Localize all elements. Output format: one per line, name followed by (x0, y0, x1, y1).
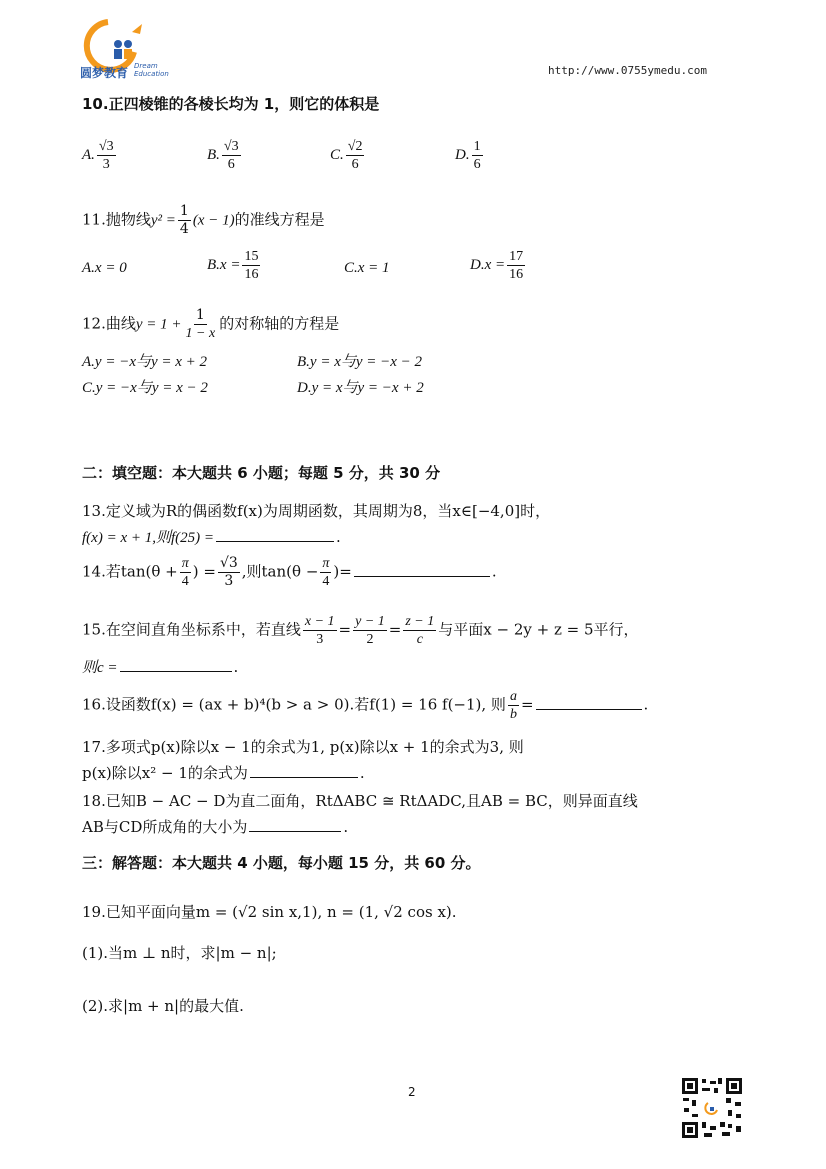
q10-option-d: D. $\frac{1}{6}$ (455, 139, 481, 172)
q11-option-b: B.x = $\frac{15}{16}$ (207, 249, 259, 282)
q11-option-a: A.x = 0 (82, 260, 127, 276)
logo-en-1: Dream (134, 62, 158, 70)
q12-option-d: D.y = x与y = −x + 2 (297, 380, 424, 396)
q10-option-b: B. $\frac{√3}{6}$ (207, 139, 239, 172)
q14: 14.若tan(θ + $\frac{\pi}{4}$ ) = $\frac{√3}{3}$ ,则tan(θ − $\frac{\pi}{4}$ )= . (82, 555, 497, 589)
q15-line2: 则c = . (82, 658, 239, 676)
qr-code (680, 1076, 744, 1140)
q13-answer-blank[interactable] (216, 527, 334, 542)
q10-option-c: C. $\frac{√2}{6}$ (330, 139, 363, 172)
q12-option-b: B.y = x与y = −x − 2 (297, 354, 423, 370)
q12-stem: 12.曲线y = 1 + $\frac{1}{1 - x}$ 的对称轴的方程是 (82, 307, 340, 341)
q17-line2: p(x)除以x² − 1的余式为 . (82, 764, 365, 782)
q19-line1: 19.已知平面向量m = (√2 sin x,1), n = (1, √2 cos x). (82, 903, 457, 921)
q17-line1: 17.多项式p(x)除以x − 1的余式为1, p(x)除以x + 1的余式为3, 则 (82, 738, 524, 756)
logo-en-2: Education (134, 70, 169, 78)
q13-line2: f(x) = x + 1,则f(25) = . (82, 528, 341, 546)
q15-answer-blank[interactable] (120, 657, 232, 672)
q10-stem: 10.正四棱锥的各棱长均为 1，则它的体积是 (82, 95, 380, 113)
qr-code-icon (680, 1076, 744, 1140)
q11-stem: 11.抛物线y² = $\frac{1}{4}$ (x − 1)的准线方程是 (82, 203, 325, 237)
page-number: 2 (408, 1085, 416, 1099)
q16-answer-blank[interactable] (536, 695, 642, 710)
q19-part1: (1).当m ⊥ n时，求|m − n|; (82, 944, 277, 962)
q12-option-c: C.y = −x与y = x − 2 (82, 380, 208, 396)
q11-option-d: D.x = $\frac{17}{16}$ (470, 249, 524, 282)
q10-option-a: A. $\frac{√3}{3}$ (82, 139, 114, 172)
logo-cn: 圆梦教育 (80, 66, 129, 80)
q11-option-c: C.x = 1 (344, 260, 390, 276)
header-url: http://www.0755ymedu.com (548, 64, 707, 77)
q16: 16.设函数f(x) = (ax + b)⁴(b > a > 0).若f(1) = 16 f(−1), 则 $\frac{a}{b}$ = . (82, 689, 649, 722)
q17-answer-blank[interactable] (250, 763, 358, 778)
q12-option-a: A.y = −x与y = x + 2 (82, 354, 208, 370)
q15-line1: 15.在空间直角坐标系中，若直线 $\frac{x - 1}{3}$ = $\frac{y - 1}{2}$ = $\frac{z - 1}{c}$ 与平面x − 2y + z = 5平行， (82, 614, 639, 647)
q18-line1: 18.已知B − AC − D为直二面角，RtΔABC ≅ RtΔADC,且AB = BC，则异面直线 (82, 792, 638, 810)
q18-line2: AB与CD所成角的大小为 . (82, 818, 349, 836)
q14-answer-blank[interactable] (354, 562, 490, 577)
q13-line1: 13.定义域为R的偶函数f(x)为周期函数，其周期为8，当x∈[−4,0]时， (82, 502, 551, 520)
q18-answer-blank[interactable] (249, 817, 341, 832)
q19-part2: (2).求|m + n|的最大值. (82, 997, 244, 1015)
logo (80, 16, 180, 80)
section-3-heading: 三：解答题：本大题共 4 小题，每小题 15 分，共 60 分。 (82, 854, 481, 872)
section-2-heading: 二：填空题：本大题共 6 小题；每题 5 分，共 30 分 (82, 464, 441, 482)
